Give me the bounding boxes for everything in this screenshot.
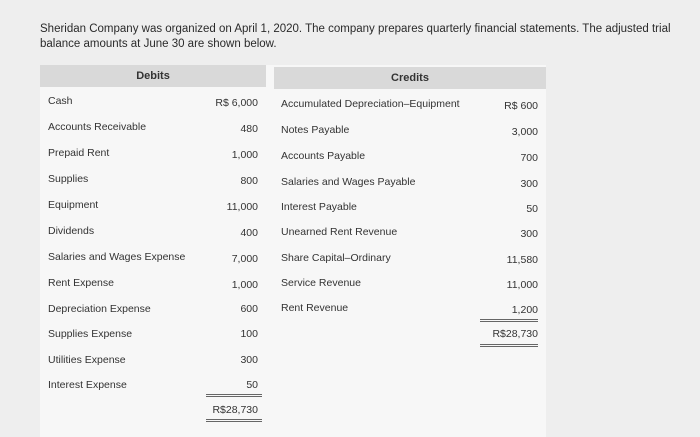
credit-amount: 3,000: [511, 126, 538, 138]
debit-label: Utilities Expense: [48, 354, 126, 366]
debit-label: Dividends: [48, 225, 95, 237]
debits-header: Debits: [40, 65, 266, 87]
credit-label: Interest Payable: [281, 201, 357, 213]
debit-label: Accounts Receivable: [48, 121, 147, 133]
problem-intro: Sheridan Company was organized on April 1, 2020. The company prepares quarterly financial statements. The adjusted trial balance amounts at June 30 are shown below.: [40, 23, 671, 50]
debit-label: Equipment: [48, 199, 99, 211]
debit-label: Supplies: [48, 173, 89, 185]
credit-label: Accounts Payable: [281, 150, 366, 162]
debit-label: Prepaid Rent: [48, 147, 110, 159]
credits-header: Credits: [274, 67, 546, 89]
credit-amount: 11,580: [506, 254, 538, 266]
debit-amount: 1,000: [231, 149, 258, 161]
credit-label: Rent Revenue: [281, 302, 349, 314]
debit-label: Interest Expense: [48, 379, 127, 391]
debit-total: R$28,730: [212, 404, 258, 416]
credit-amount: 700: [520, 152, 538, 164]
credit-amount: 11,000: [506, 279, 538, 291]
credit-label: Share Capital–Ordinary: [281, 252, 391, 264]
debit-amount: 480: [240, 123, 258, 135]
credit-amount: 300: [520, 228, 538, 240]
debit-amount: 100: [240, 328, 258, 340]
credit-label: Service Revenue: [281, 277, 361, 289]
credit-label: Notes Payable: [281, 124, 350, 136]
credit-amount: 50: [526, 203, 538, 215]
debit-amount: 7,000: [231, 253, 258, 265]
debit-label: Rent Expense: [48, 277, 114, 289]
credit-amount: R$ 600: [504, 100, 538, 112]
debit-amount: 50: [246, 379, 258, 391]
debit-amount: 1,000: [231, 279, 258, 291]
debit-total-double-rule: [206, 419, 262, 422]
debit-label: Depreciation Expense: [48, 303, 151, 315]
credit-label: Salaries and Wages Payable: [281, 176, 416, 188]
debit-label: Supplies Expense: [48, 328, 133, 340]
credit-total-double-rule: [480, 344, 538, 347]
debit-label: Cash: [48, 95, 73, 107]
debit-subtotal-rule: [206, 394, 262, 397]
debit-amount: 11,000: [226, 201, 258, 213]
credit-total: R$28,730: [492, 328, 538, 340]
debit-amount: 400: [240, 227, 258, 239]
credit-label: Unearned Rent Revenue: [281, 226, 398, 238]
debit-label: Salaries and Wages Expense: [48, 251, 186, 263]
debit-amount: 600: [240, 303, 258, 315]
debit-amount: R$ 6,000: [215, 97, 258, 109]
credit-amount: 300: [520, 178, 538, 190]
debit-amount: 300: [240, 354, 258, 366]
credit-label: Accumulated Depreciation–Equipment: [281, 98, 460, 110]
credit-subtotal-rule: [480, 319, 538, 322]
credit-amount: 1,200: [511, 304, 538, 316]
debit-amount: 800: [240, 175, 258, 187]
